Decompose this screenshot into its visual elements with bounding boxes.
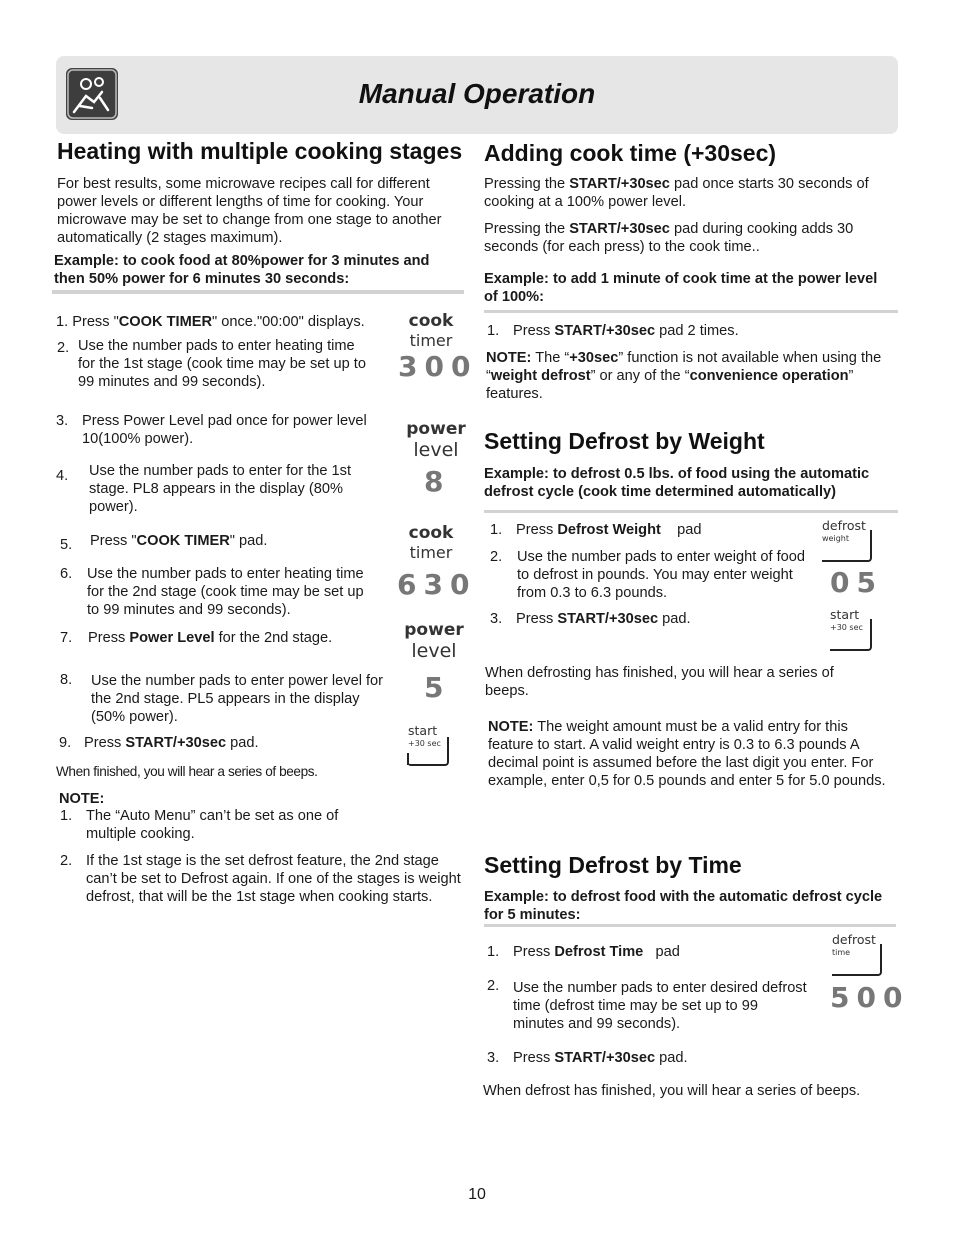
- defrost-weight-pad-label: defrost weight: [822, 518, 866, 543]
- defrost-time-pad-outline: [832, 944, 882, 976]
- power-level-pad-1: power level: [406, 419, 466, 461]
- step-2: Use the number pads to enter heating time for the 1st stage (cook time may be set up to 99 minutes and 99 seconds).: [78, 338, 366, 390]
- example-defrost-weight: Example: to defrost 0.5 lbs. of food using the automatic defrost cycle (cook time determined automatically): [484, 466, 870, 500]
- paragraph-start-once: Pressing the START/+30sec pad once starts 30 seconds of cooking at a 100% power level.: [484, 176, 869, 210]
- weight-step-3: Press START/+30sec pad.: [516, 611, 691, 627]
- time-step-2: Use the number pads to enter desired defrost time (defrost time may be set up to 99 minutes and 99 seconds).: [513, 980, 807, 1032]
- finished-text: When finished, you will hear a series of beeps.: [56, 764, 318, 779]
- step-6: Use the number pads to enter heating time for the 2nd stage (cook time may be set up to 99 minutes and 99 seconds).: [87, 566, 364, 618]
- defrost-weight-pad-outline: [822, 530, 872, 562]
- display-300: 300: [398, 350, 478, 383]
- note-label: NOTE:: [59, 791, 105, 807]
- divider: [484, 310, 898, 313]
- divider: [484, 510, 898, 513]
- step-2-number: 2.: [57, 340, 70, 356]
- note-2: If the 1st stage is the set defrost feature, the 2nd stage can’t be set to Defrost again. If one of the stages is weight defrost, that will be the 1st stage when cooking starts.: [86, 853, 461, 905]
- weight-step-1-number: 1.: [490, 522, 503, 538]
- page-number: 10: [468, 1186, 486, 1203]
- weight-finished-text: When defrosting has finished, you will hear a series of beeps.: [485, 665, 834, 699]
- defrost-time-pad-label: defrost time: [832, 932, 876, 957]
- section-heading-adding-cook-time: Adding cook time (+30sec): [484, 140, 777, 166]
- step-7-number: 7.: [60, 630, 73, 646]
- display-630: 630: [397, 568, 477, 601]
- weight-step-1: Press Defrost Weight pad: [516, 522, 702, 538]
- start-pad-outline-tick: [407, 753, 409, 765]
- time-step-1: Press Defrost Time pad: [513, 944, 680, 960]
- start-pad-outline-weight: [830, 619, 872, 651]
- step-4: Use the number pads to enter for the 1st stage. PL8 appears in the display (80% power).: [89, 463, 352, 515]
- power-level-pad-2: power level: [404, 620, 464, 662]
- add-step-1: Press START/+30sec pad 2 times.: [513, 323, 739, 339]
- step-9: Press START/+30sec pad.: [84, 735, 259, 751]
- note-1: The “Auto Menu” can’t be set as one of multiple cooking.: [86, 808, 339, 842]
- note-30sec: NOTE: The “+30sec” function is not available when using the “weight defrost” or any of the “convenience operation” features.: [486, 350, 882, 402]
- weight-step-2: Use the number pads to enter weight of food to defrost in pounds. You may enter weight from 0.3 to 6.3 pounds.: [517, 549, 805, 601]
- weight-step-3-number: 3.: [490, 611, 503, 627]
- step-3: Press Power Level pad once for power level 10(100% power).: [82, 413, 367, 447]
- time-finished-text: When defrost has finished, you will hear a series of beeps.: [483, 1083, 861, 1099]
- intro-paragraph: For best results, some microwave recipes call for different power levels or different lengths of time for cooking. Your microwave may be set to change from one stage to another automatically (2 stages maximum).: [57, 176, 442, 246]
- step-1: 1. Press "COOK TIMER" once."00:00" displays.: [56, 314, 365, 330]
- section-heading-defrost-weight: Setting Defrost by Weight: [484, 428, 765, 454]
- time-step-3: Press START/+30sec pad.: [513, 1050, 688, 1066]
- example-defrost-time: Example: to defrost food with the automatic defrost cycle for 5 minutes:: [484, 889, 883, 923]
- page-title: Manual Operation: [358, 78, 596, 109]
- paragraph-start-during: Pressing the START/+30sec pad during cooking adds 30 seconds (for each press) to the cook time..: [484, 221, 854, 255]
- start-pad-label: start +30 sec: [408, 723, 441, 748]
- weight-step-2-number: 2.: [490, 549, 503, 565]
- note-2-number: 2.: [60, 853, 73, 869]
- cook-timer-pad-2: cook timer: [408, 523, 454, 562]
- time-step-3-number: 3.: [487, 1050, 500, 1066]
- section-heading-defrost-time: Setting Defrost by Time: [484, 852, 742, 878]
- display-500: 500: [830, 981, 910, 1014]
- divider: [484, 924, 896, 927]
- step-6-number: 6.: [60, 566, 73, 582]
- start-pad-outline: [407, 737, 449, 766]
- step-8-number: 8.: [60, 672, 73, 688]
- start-pad-label-weight: start +30 sec: [830, 607, 863, 632]
- step-8: Use the number pads to enter power level for the 2nd stage. PL5 appears in the display (50% power).: [91, 673, 384, 725]
- section-heading-multiple-stages: Heating with multiple cooking stages: [57, 138, 463, 164]
- example-text: Example: to cook food at 80%power for 3 minutes and then 50% power for 6 minutes 30 seconds:: [54, 253, 430, 287]
- display-05: 05: [830, 566, 883, 599]
- cook-timer-pad-1: cook timer: [408, 311, 454, 350]
- time-step-1-number: 1.: [487, 944, 500, 960]
- step-5-number: 5.: [60, 537, 73, 553]
- step-4-number: 4.: [56, 468, 69, 484]
- step-9-number: 9.: [59, 735, 72, 751]
- time-step-2-number: 2.: [487, 978, 500, 994]
- display-8: 8: [424, 465, 451, 498]
- note-1-number: 1.: [60, 808, 73, 824]
- step-7: Press Power Level for the 2nd stage.: [88, 630, 333, 646]
- add-step-1-number: 1.: [487, 323, 500, 339]
- step-3-number: 3.: [56, 413, 69, 429]
- weight-note: NOTE: The weight amount must be a valid entry for this feature to start. A valid weight entry is 0.3 to 6.3 pounds A decimal point is assumed before the last digit you enter. For example, enter 0,5 for 0.5 pounds and enter 5 for 5.0 pounds.: [488, 719, 886, 789]
- divider: [52, 290, 464, 294]
- example-add-time: Example: to add 1 minute of cook time at the power level of 100%:: [484, 271, 878, 305]
- step-5: Press "COOK TIMER" pad.: [90, 533, 268, 549]
- display-5: 5: [424, 671, 451, 704]
